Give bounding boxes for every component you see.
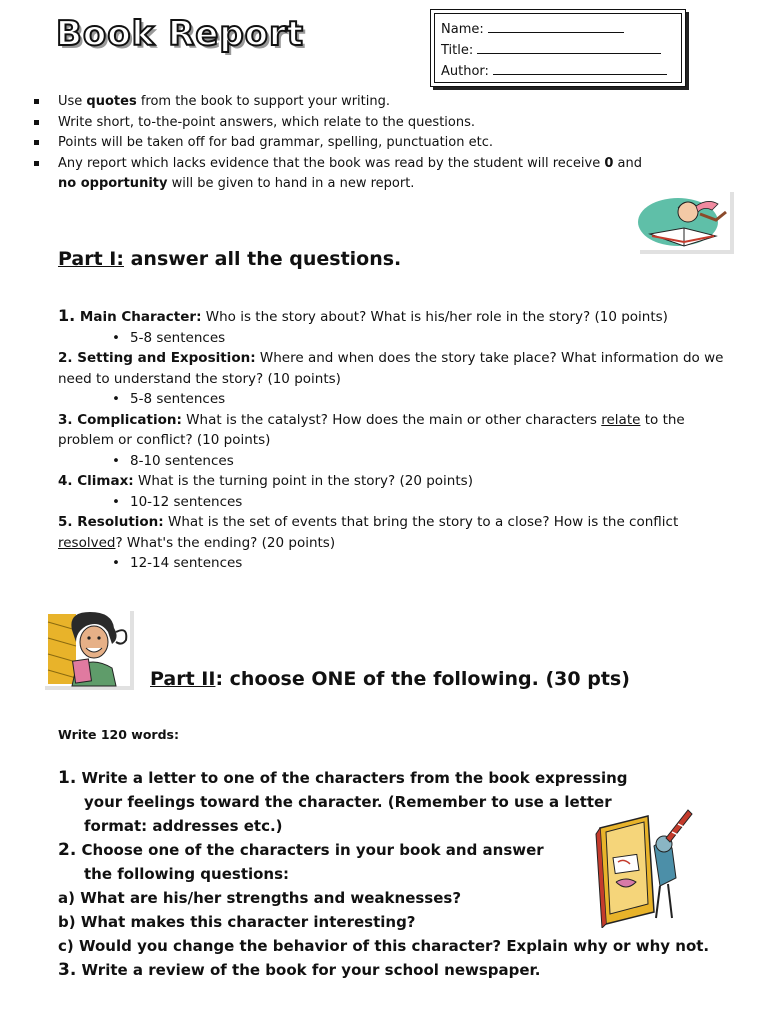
girl-reading-illustration (638, 190, 734, 254)
question-1: 1. Main Character: Who is the story about? What is his/her role in the story? (10 points) (58, 306, 668, 325)
rule-item: Any report which lacks evidence that the book was read by the student will receive 0 and no opportunity will be given to hand in a new report. (32, 154, 732, 195)
name-label: Name: (441, 22, 484, 37)
option-2a: a) What are his/her strengths and weaknesses? (58, 889, 462, 907)
option-2: 2. Choose one of the characters in your book and answer (58, 840, 544, 860)
option-2c: c) Would you change the behavior of this character? Explain why or why not. (58, 937, 710, 955)
book-character-illustration (592, 808, 698, 928)
question-2-length: • 5-8 sentences (58, 389, 738, 410)
question-4-length: • 10-12 sentences (58, 492, 738, 513)
rule-item: Write short, to-the-point answers, which relate to the questions. (32, 113, 732, 134)
page-title: Book Report (56, 14, 305, 54)
author-line (441, 62, 667, 79)
author-label: Author: (441, 64, 489, 79)
question-5-length: • 12-14 sentences (58, 553, 738, 574)
option-1-line: your feelings toward the character. (Remember to use a letter (84, 793, 612, 811)
rule-item: Points will be taken off for bad grammar, spelling, punctuation etc. (32, 133, 732, 154)
question-2: 2. Setting and Exposition: Where and when does the story take place? What information do we need to understand the story? (10 points) (58, 350, 724, 387)
title-label: Title: (441, 43, 474, 58)
rule-item: Use quotes from the book to support your writing. (32, 92, 732, 113)
option-1-line: format: addresses etc.) (84, 817, 283, 835)
question-3: 3. Complication: What is the catalyst? How does the main or other characters relate to the problem or conflict? (10 points) (58, 411, 685, 448)
name-line (441, 20, 624, 37)
part2-heading: Part II: choose ONE of the following. (30 pts) (150, 668, 630, 690)
question-4: 4. Climax: What is the turning point in the story? (20 points) (58, 473, 473, 489)
question-3-length: • 8-10 sentences (58, 451, 738, 472)
student-illustration (42, 608, 134, 690)
part1-heading: Part I: answer all the questions. (58, 248, 402, 270)
word-count-instruction: Write 120 words: (58, 727, 179, 742)
student-info-box (430, 9, 686, 87)
part1-questions (58, 306, 738, 574)
option-1: 1. Write a letter to one of the characters from the book expressing (58, 768, 628, 788)
rules-list (32, 92, 732, 195)
title-line (441, 41, 661, 58)
question-1-length: • 5-8 sentences (58, 328, 738, 349)
question-5: 5. Resolution: What is the set of events that bring the story to a close? How is the conflict resolved? What's the ending? (20 points) (58, 514, 679, 551)
option-2-line: the following questions: (84, 865, 290, 883)
option-3: 3. Write a review of the book for your school newspaper. (58, 960, 541, 980)
option-2b: b) What makes this character interesting? (58, 913, 416, 931)
